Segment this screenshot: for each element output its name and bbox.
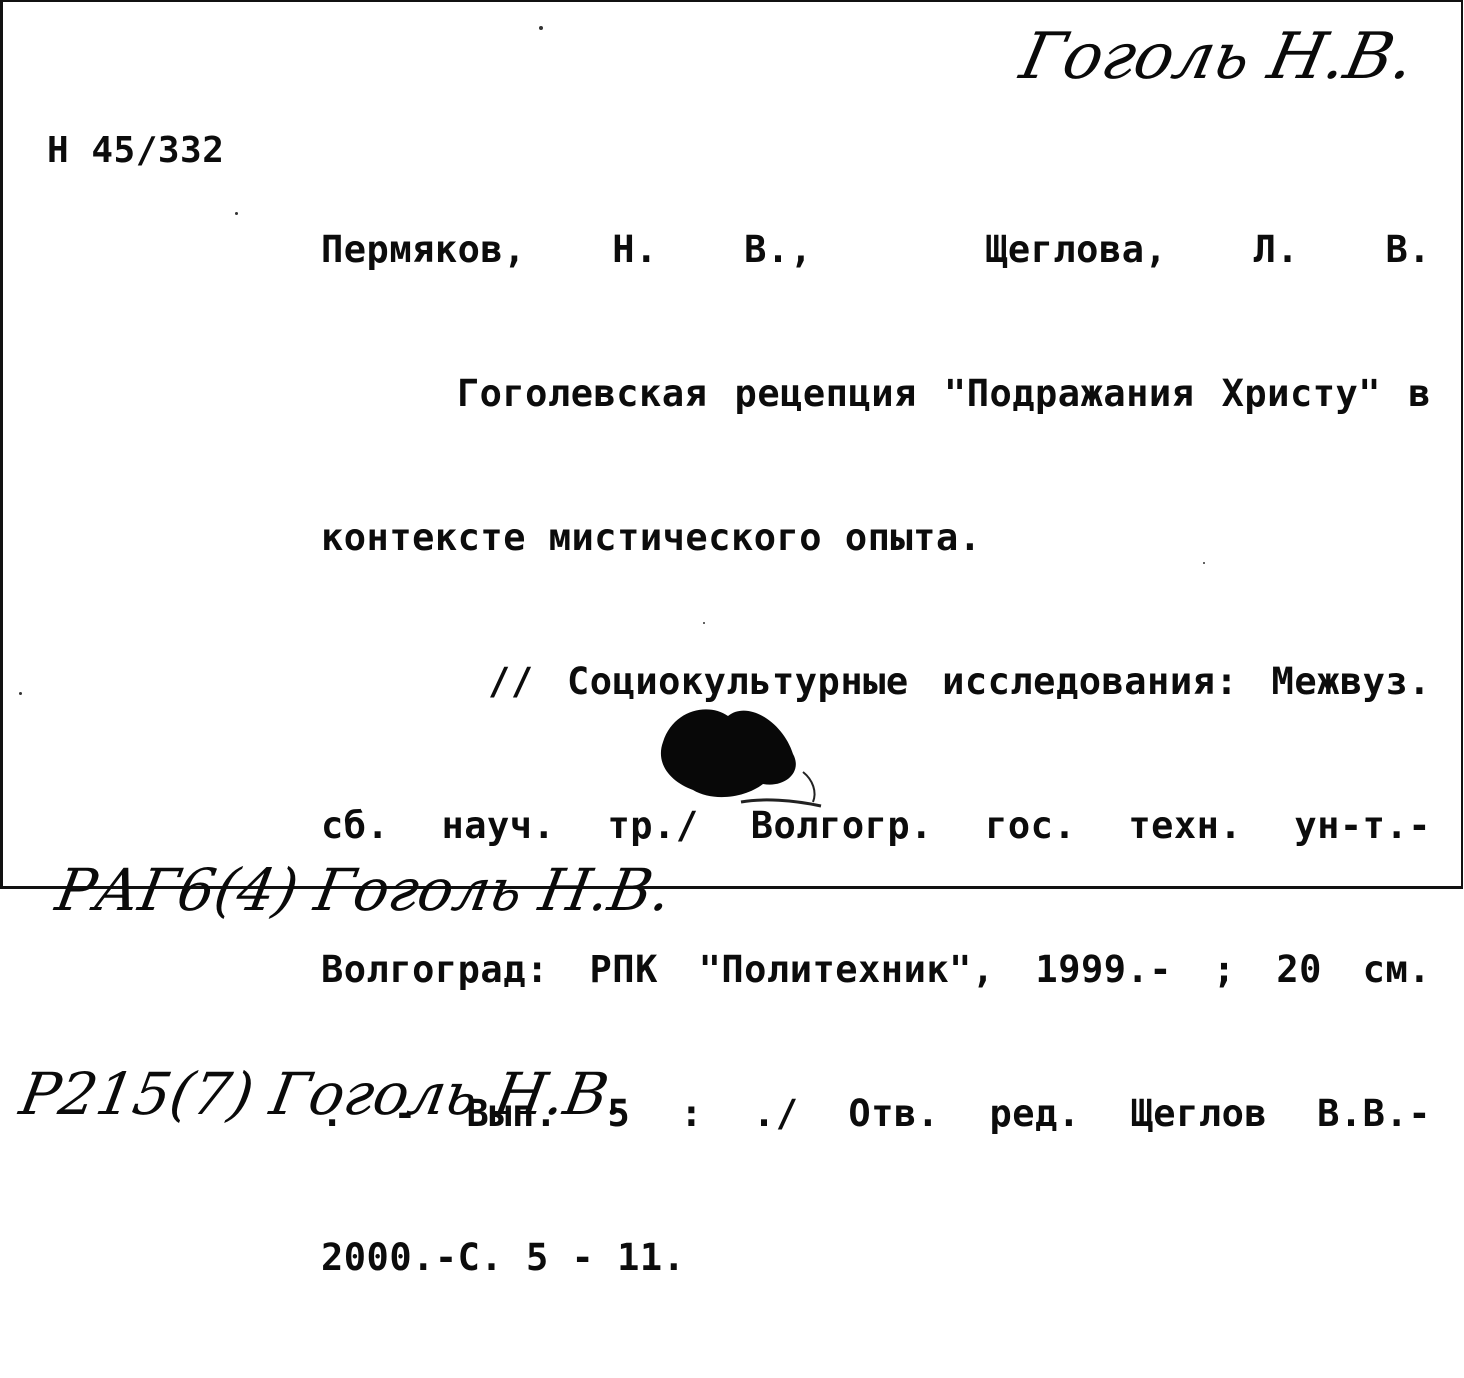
entry-line-issue: . - Вып. 5 : ./ Отв. ред. Щеглов В.В.-: [321, 1092, 1431, 1135]
ink-blot: [653, 702, 833, 822]
entry-line-pages: 2000.-С. 5 - 11.: [321, 1236, 686, 1279]
speck: [1203, 562, 1205, 564]
entry-line-authors: Пермяков, Н. В., Щеглова, Л. В.: [321, 228, 1431, 271]
entry-line-publisher: Волгоград: РПК "Политехник", 1999.- ; 20 см.: [321, 948, 1431, 991]
classification-line-1: РАГ6(4) Гоголь Н.В.: [50, 856, 677, 924]
entry-line-source-cont: сб. науч. тр./ Волгогр. гос. техн. ун-т.-: [321, 804, 1431, 847]
entry-line-title-cont: контексте мистического опыта.: [321, 516, 982, 559]
speck: [19, 692, 22, 695]
handwritten-heading: Гоголь Н.В.: [1013, 20, 1421, 94]
handwritten-classification: [0, 720, 700, 1264]
entry-line-title: Гоголевская рецепция "Подражания Христу" в: [321, 372, 1431, 415]
shelfmark: Н 45/332: [47, 130, 225, 171]
entry-line-source: // Социокультурные исследования: Межвуз.: [321, 660, 1431, 703]
speck: [235, 212, 238, 215]
speck: [703, 622, 705, 624]
classification-line-2: Р215(7) Гоголь Н.В.: [15, 1060, 632, 1128]
speck: [539, 26, 543, 30]
